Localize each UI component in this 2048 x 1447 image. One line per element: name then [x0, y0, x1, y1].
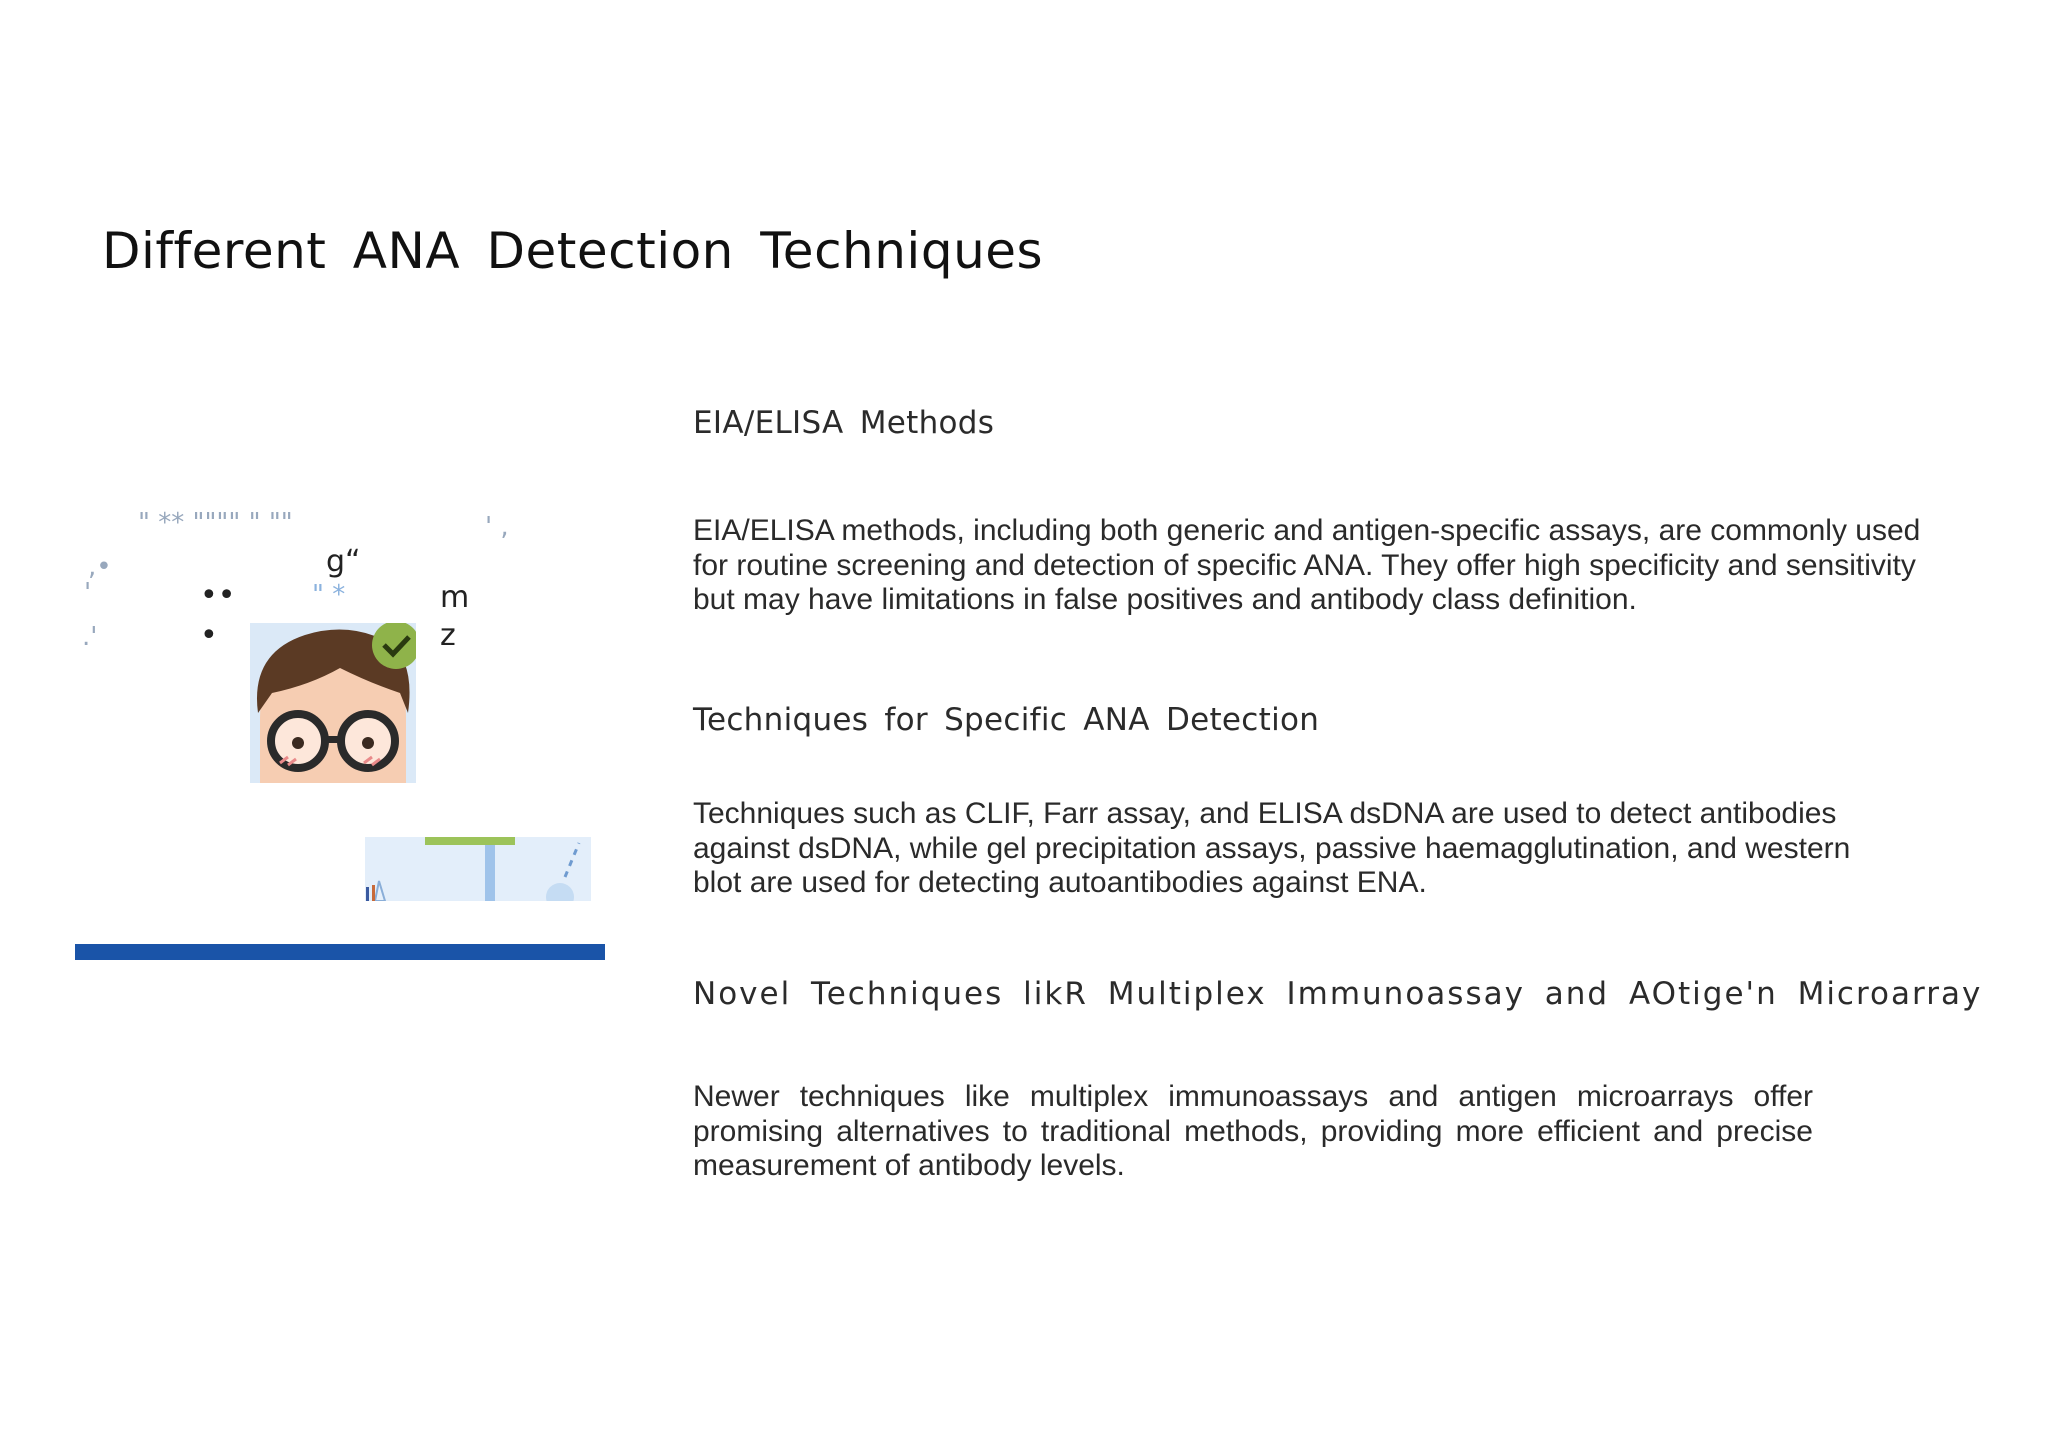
section-body: Techniques such as CLIF, Farr assay, and ELISA dsDNA are used to detect antibodies against dsDNA, while gel precipitation assays, passive haemagglutination, and western blot are used for detecting autoantibodies against ENA. — [693, 797, 1851, 899]
section-eia-elisa — [693, 405, 1923, 441]
scribble-text: " * — [312, 580, 346, 610]
accent-bar — [75, 944, 605, 960]
avatar-illustration — [250, 623, 416, 783]
scribble-mark: ,• — [88, 552, 112, 582]
section-specific-ana-body-wrap — [693, 797, 1923, 901]
scribble-mark: .' — [82, 622, 98, 652]
section-heading: Techniques for Specific ANA Detection — [693, 702, 1320, 738]
illustration — [70, 500, 610, 970]
section-eia-elisa-body-wrap — [693, 514, 1923, 618]
section-novel-techniques — [693, 976, 1983, 1012]
scribble-mark: ' — [84, 578, 92, 608]
glyph-text: z — [440, 618, 456, 653]
scribble-text: " ** """" " "" — [138, 508, 293, 538]
section-specific-ana — [693, 702, 1923, 738]
section-body: EIA/ELISA methods, including both generic and antigen-specific assays, are commonly used for routine screening and detection of specific ANA. They offer high specificity and sensitivity but may have limitations in false positives and antibody class definition. — [693, 514, 1921, 616]
section-body: Newer techniques like multiplex immunoassays and antigen microarrays offer promising alternatives to traditional methods, providing more efficient and precise measurement of antibody levels. — [693, 1080, 1813, 1182]
glyph-text: g“ — [326, 544, 361, 579]
lab-scene-illustration — [365, 837, 591, 901]
glyph-text: m — [440, 580, 470, 615]
glyph-text: • — [200, 618, 218, 653]
section-heading: EIA/ELISA Methods — [693, 405, 995, 441]
section-heading: Novel Techniques likR Multiplex Immunoassay and AOtige'n Microarray — [693, 976, 1983, 1012]
section-novel-techniques-body-wrap — [693, 1080, 1923, 1184]
scribble-mark: ' , — [485, 512, 509, 542]
slide-title: Different ANA Detection Techniques — [102, 222, 1044, 280]
glyph-text: •• — [200, 578, 236, 613]
